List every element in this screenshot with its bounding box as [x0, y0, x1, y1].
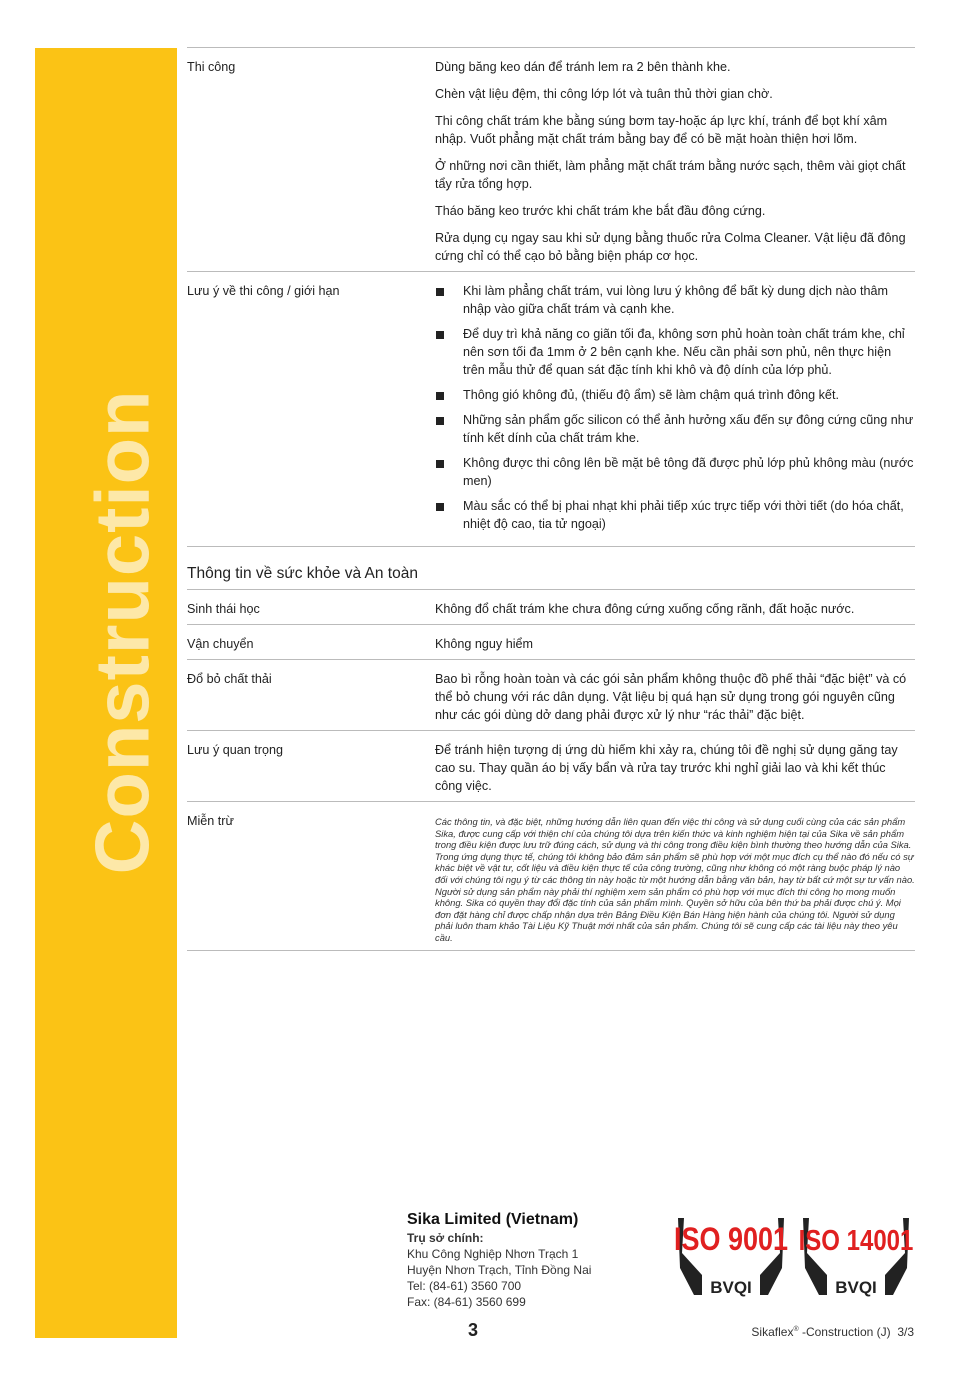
iso-14001-text: ISO 14001	[798, 1224, 914, 1257]
row-label: Đổ bỏ chất thải	[187, 672, 272, 686]
disclaimer-text: Các thông tin, và đặc biệt, những hướng dẫn liên quan đến việc thi công và sử dụng cuối cùng của các sản phẩm Sika, được cung cấp với thiện chí của chúng tôi dựa trên kiến thức và kinh nghiệm hiện tại của Sika về sản phẩm trong điều kiện được lưu trữ đúng cách, sử dụng và thi công trong điều kiện bình thường theo hướng dẫn của Sika. Trong ứng dụng thực tế, chúng tôi không bảo đảm sản phẩm sẽ phù hợp với một mục đích cụ thể nào đó nếu có sự khác biệt về vật tư, cốt liệu và điều kiện thực tế của công trường, cũng như không có một ràng buộc pháp lý nào đối với chúng tôi ngụ ý từ các thông tin này hoặc từ một hướng dẫn bằng văn bản, hay từ bất cứ một sự tư vấn nào. Người sử dụng sản phẩm này phải thí nghiệm xem sản phẩm có phù hợp với mục đích thi công họ mong muốn không. Sika có quyền thay đổi đặc tính của sản phẩm mình. Quyền sở hữu của bên thứ ba phải được chú ý. Mọi đơn đặt hàng chỉ được chấp nhận dựa trên Bảng Điều Kiện Bán Hàng hiện hành của chúng tôi. Người sử dụng phải luôn tham khảo Tài Liệu Kỹ Thuật mới nhất của sản phẩm. Chúng tôi sẽ cung cấp các tài liệu này theo yêu cầu.	[435, 816, 915, 943]
row-sinh-thai	[187, 590, 915, 625]
company-name: Sika Limited (Vietnam)	[407, 1211, 579, 1228]
list-item: Những sản phẩm gốc silicon có thể ảnh hưởng xấu đến sự đông cứng cũng như tính kết dính của chất trám khe.	[435, 411, 915, 447]
paragraph: Dùng băng keo dán để tránh lem ra 2 bên thành khe.	[435, 60, 731, 74]
fax: Fax: (84-61) 3560 699	[407, 1295, 526, 1309]
hq-label: Trụ sở chính:	[407, 1231, 484, 1245]
row-thi-cong	[187, 48, 915, 272]
row-label: Sinh thái học	[187, 602, 260, 616]
row-label: Thi công	[187, 60, 236, 74]
list-item: Màu sắc có thể bị phai nhạt khi phải tiếp xúc trực tiếp với thời tiết (do hóa chất, nhiệt độ cao, tia tử ngoại)	[435, 497, 915, 533]
iso-9001-text: ISO 9001	[673, 1221, 789, 1258]
row-label: Lưu ý quan trọng	[187, 743, 283, 757]
row-value	[435, 282, 915, 540]
registered-mark: ®	[793, 1326, 799, 1333]
product-suffix: -Construction (J) 3/3	[798, 1325, 914, 1339]
sidebar-title: Construction	[80, 389, 166, 875]
row-quan-trong	[187, 731, 915, 802]
list-item: Để duy trì khả năng co giãn tối đa, không sơn phủ hoàn toàn chất trám khe, chỉ nên sơn tối đa 1mm ở 2 bên cạnh khe. Nếu cần phải sơn phủ, nên thực hiện trên mẫu thử để quan sát đặc tính khi khô và độ dính của lớp phủ.	[435, 325, 915, 379]
list-item: Thông gió không đủ, (thiếu độ ẩm) sẽ làm chậm quá trình đông kết.	[435, 386, 915, 404]
row-value: Bao bì rỗng hoàn toàn và các gói sản phẩm không thuộc đồ phế thải “đặc biệt” và có thể bỏ chung với rác dân dụng. Vật liệu bị quá hạn sử dụng trong gói nguyên cũng như các gói dùng dở dang phải được xử lý như “rác thải” đặc biệt.	[435, 672, 907, 722]
row-value: Không đổ chất trám khe chưa đông cứng xuống cống rãnh, đất hoặc nước.	[435, 602, 855, 616]
row-label: Vận chuyển	[187, 637, 254, 651]
row-van-chuyen	[187, 625, 915, 660]
row-label: Lưu ý về thi công / giới hạn	[187, 284, 340, 298]
phone: Tel: (84-61) 3560 700	[407, 1279, 522, 1293]
list-item: Khi làm phẳng chất trám, vui lòng lưu ý không để bất kỳ dung dịch nào thâm nhập vào giữa chất trám và cạnh khe.	[435, 282, 915, 318]
row-value: Không nguy hiểm	[435, 637, 534, 651]
row-value	[435, 58, 915, 265]
iso-14001-logo	[799, 1218, 914, 1297]
paragraph: Rửa dụng cụ ngay sau khi sử dụng bằng thuốc rửa Colma Cleaner. Vật liệu đã đông cứng chỉ có thể cạo bỏ bằng biện pháp cơ học.	[435, 231, 906, 263]
bullet-list	[435, 282, 915, 533]
iso-9001-logo	[674, 1218, 788, 1297]
row-label: Miễn trừ	[187, 814, 234, 828]
address-line: Huyện Nhơn Trạch, Tỉnh Đồng Nai	[407, 1263, 592, 1277]
paragraph: Ở những nơi cần thiết, làm phẳng mặt chất trám bằng nước sạch, thêm vài giọt chất tẩy rửa tổng hợp.	[435, 159, 906, 191]
paragraph: Chèn vật liệu đệm, thi công lớp lót và tuân thủ thời gian chờ.	[435, 87, 773, 101]
row-do-bo	[187, 660, 915, 731]
page-number: 3	[468, 1320, 479, 1340]
product-name: Sikaflex	[751, 1325, 794, 1339]
bvqi-text: BVQI	[835, 1278, 877, 1297]
iso-certification-logos	[672, 1213, 917, 1298]
row-mien-tru	[187, 802, 915, 951]
paragraph: Tháo băng keo trước khi chất trám khe bắt đầu đông cứng.	[435, 204, 766, 218]
paragraph: Thi công chất trám khe bằng súng bơm tay-hoặc áp lực khí, tránh để bọt khí xâm nhập. Vuốt phẳng mặt chất trám bằng bay để có bề mặt hoàn thiện hơi lõm.	[435, 114, 888, 146]
section-heading: Thông tin về sức khỏe và An toàn	[187, 547, 915, 590]
company-info	[407, 1210, 591, 1310]
document-body	[187, 47, 915, 951]
bvqi-text: BVQI	[710, 1278, 752, 1297]
address-line: Khu Công Nghiệp Nhơn Trạch 1	[407, 1247, 579, 1261]
row-luu-y	[187, 272, 915, 547]
product-footer	[751, 1325, 914, 1339]
list-item: Không được thi công lên bề mặt bê tông đã được phủ lớp phủ không màu (nước men)	[435, 454, 915, 490]
row-value: Để tránh hiện tượng dị ứng dù hiếm khi xảy ra, chúng tôi đề nghị sử dụng găng tay cao su. Thay quần áo bị vấy bẩn và rửa tay trước khi nghỉ giải lao và khi kết thúc công việc.	[435, 743, 898, 793]
